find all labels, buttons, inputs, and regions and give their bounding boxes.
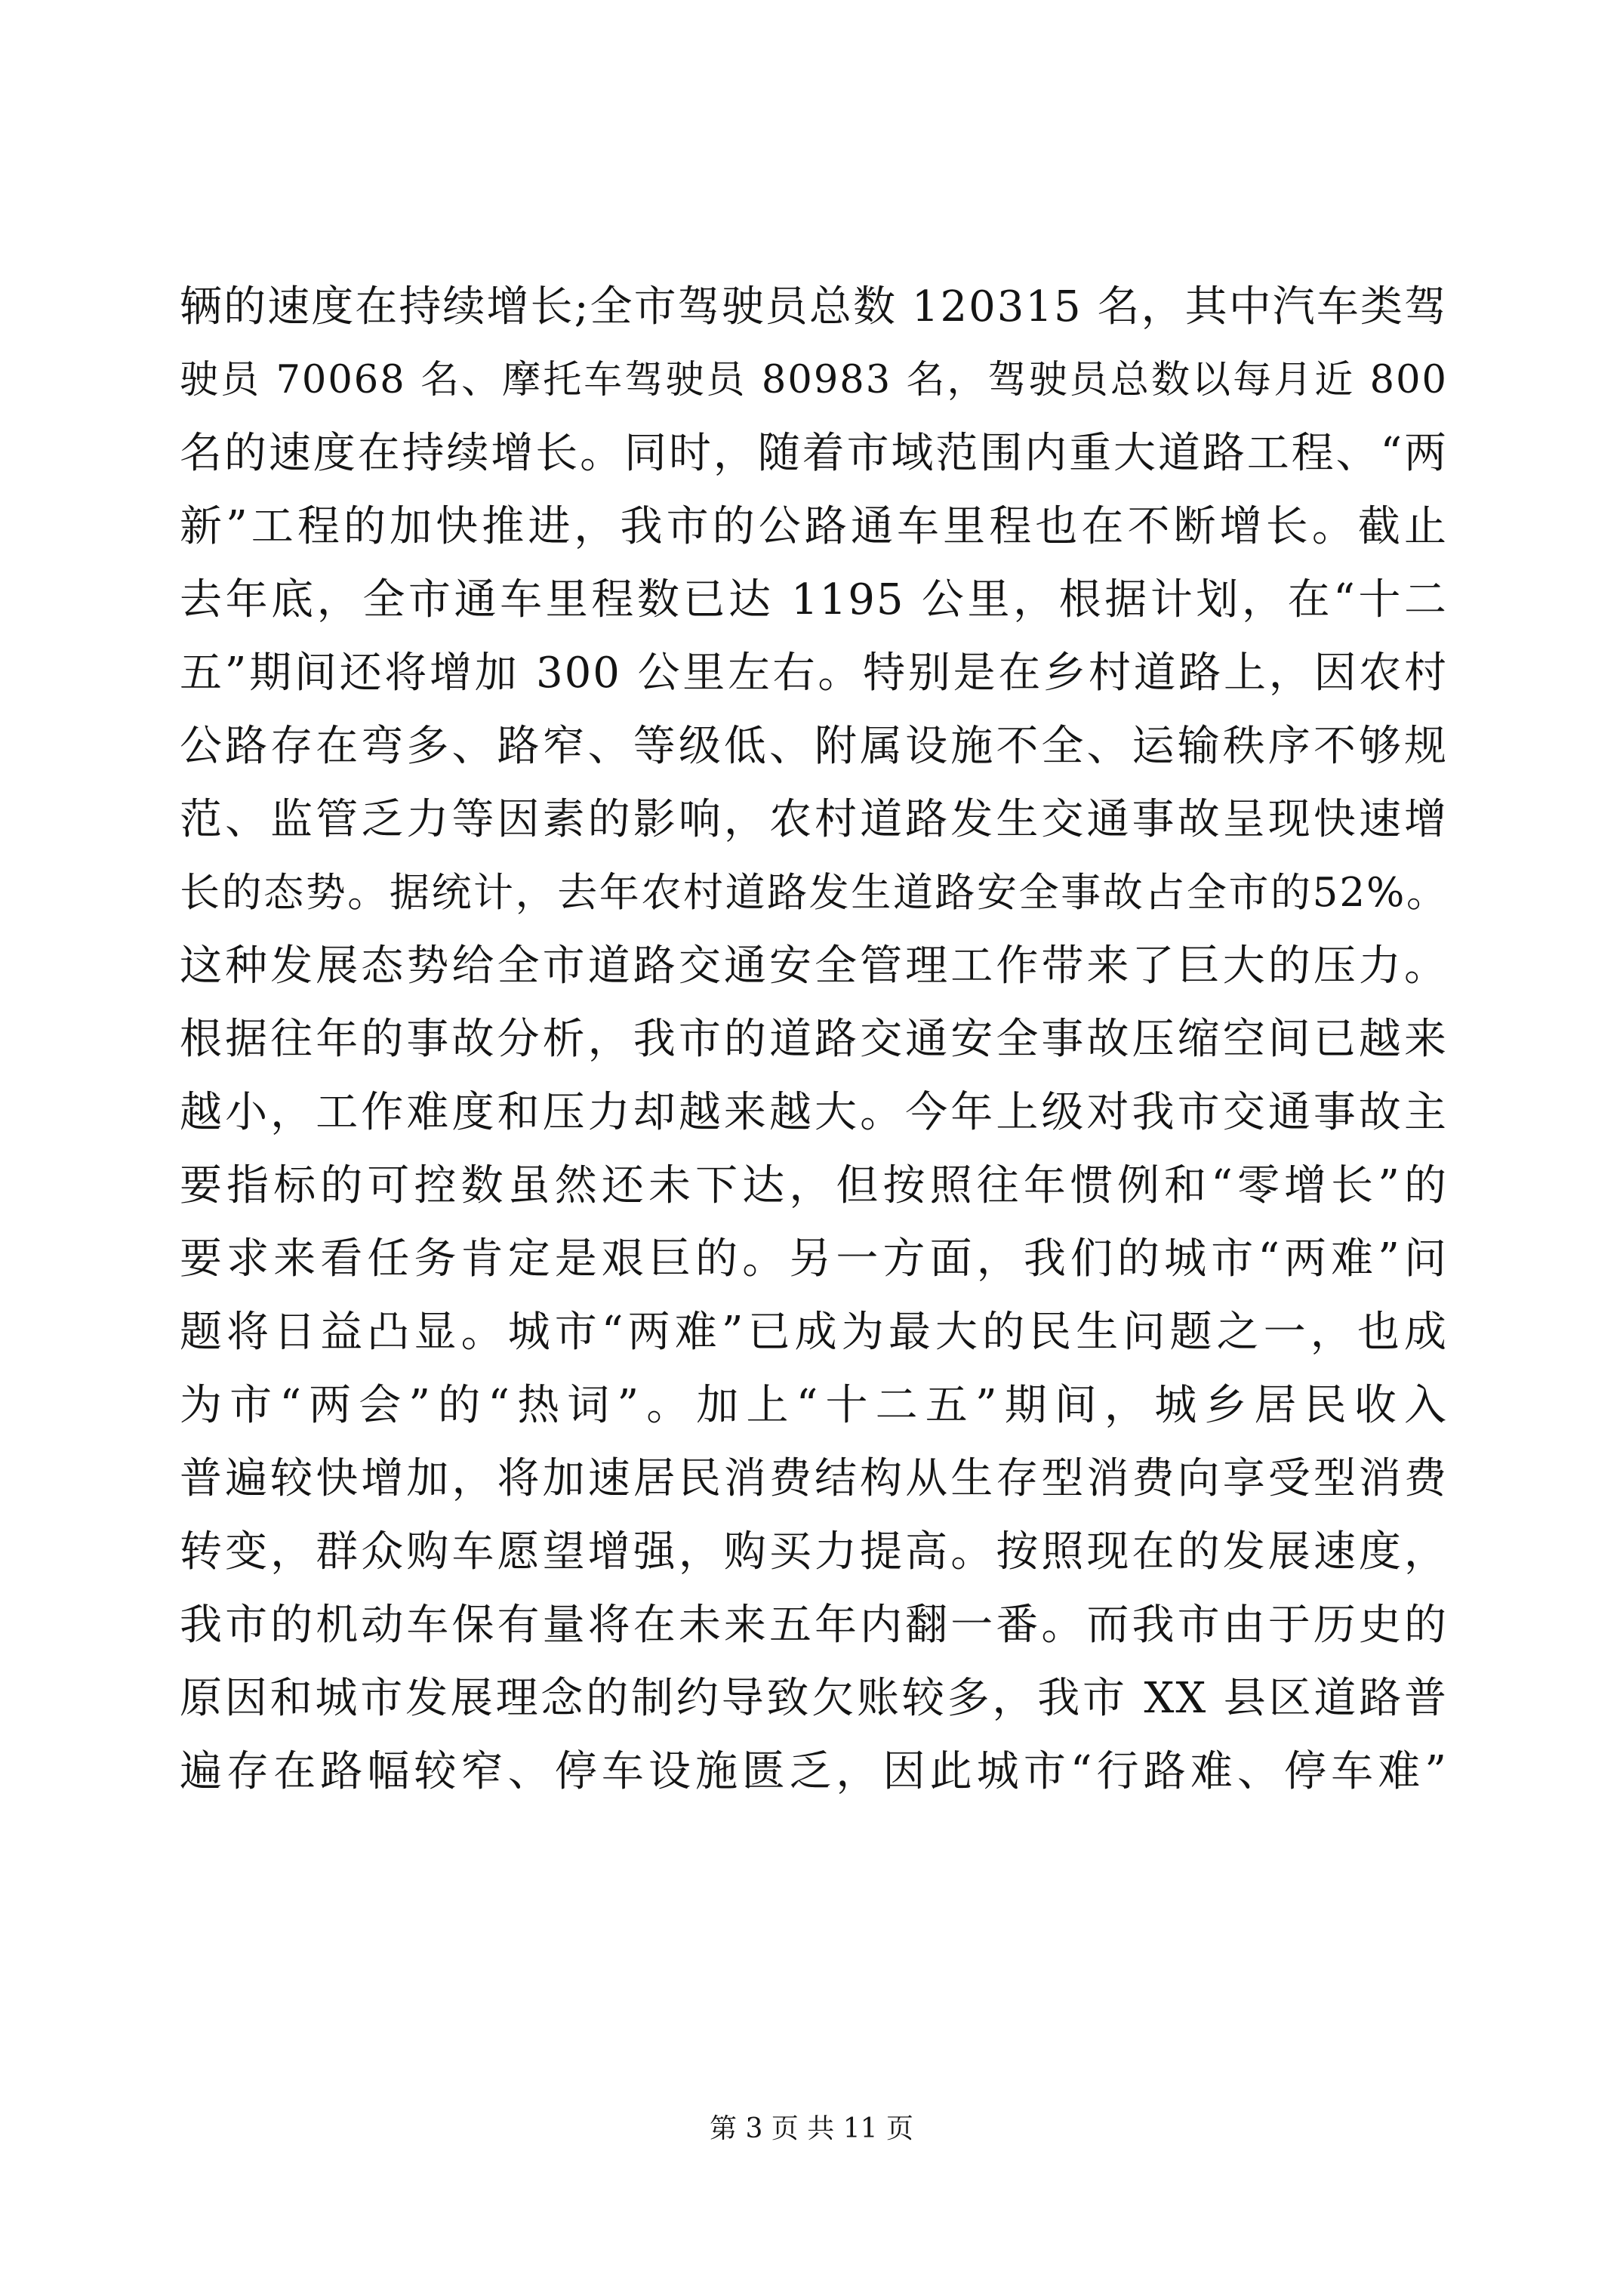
text-line-21: 遍存在路幅较窄、停车设施匮乏，因此城市“行路难、停车难” — [180, 1747, 1448, 1796]
text-line-16: 为市“两会”的“热词”。加上“十二五”期间，城乡居民收入 — [180, 1381, 1448, 1430]
text-line-7: 公路存在弯多、路窄、等级低、附属设施不全、运输秩序不够规 — [180, 722, 1448, 771]
text-line-12: 越小，工作难度和压力却越来越大。今年上级对我市交通事故主 — [180, 1088, 1448, 1137]
text-line-14: 要求来看任务肯定是艰巨的。另一方面，我们的城市“两难”问 — [180, 1234, 1448, 1284]
text-line-10: 这种发展态势给全市道路交通安全管理工作带来了巨大的压力。 — [180, 942, 1448, 991]
text-line-19: 我市的机动车保有量将在未来五年内翻一番。而我市由于历史的 — [180, 1601, 1448, 1650]
text-line-18: 转变，群众购车愿望增强，购买力提高。按照现在的发展速度， — [180, 1527, 1448, 1576]
text-line-2: 驶员 70068 名、摩托车驾驶员 80983 名，驾驶员总数以每月近 800 — [180, 358, 1448, 402]
text-line-11: 根据往年的事故分析，我市的道路交通安全事故压缩空间已越来 — [180, 1015, 1448, 1064]
body-text — [180, 270, 1448, 1808]
text-line-8: 范、监管乏力等因素的影响，农村道路发生交通事故呈现快速增 — [180, 795, 1448, 844]
text-line-9: 长的态势。据统计，去年农村道路发生道路安全事故占全市的52%。 — [180, 870, 1448, 916]
text-line-6: 五”期间还将增加 300 公里左右。特别是在乡村道路上，因农村 — [180, 649, 1448, 698]
text-line-15: 题将日益凸显。城市“两难”已成为最大的民生问题之一，也成 — [180, 1308, 1448, 1357]
text-line-1: 辆的速度在持续增长;全市驾驶员总数 120315 名，其中汽车类驾 — [180, 282, 1448, 331]
text-line-17: 普遍较快增加，将加速居民消费结构从生存型消费向享受型消费 — [180, 1454, 1448, 1503]
text-line-13: 要指标的可控数虽然还未下达，但按照往年惯例和“零增长”的 — [180, 1161, 1448, 1210]
text-line-20: 原因和城市发展理念的制约导致欠账较多，我市 XX 县区道路普 — [180, 1674, 1448, 1723]
page-footer: 第 3 页 共 11 页 — [710, 2113, 913, 2144]
text-line-4: 新”工程的加快推进，我市的公路通车里程也在不断增长。截止 — [180, 502, 1448, 551]
text-line-3: 名的速度在持续增长。同时，随着市域范围内重大道路工程、“两 — [180, 429, 1448, 478]
text-line-5: 去年底，全市通车里程数已达 1195 公里，根据计划，在“十二 — [180, 575, 1448, 624]
